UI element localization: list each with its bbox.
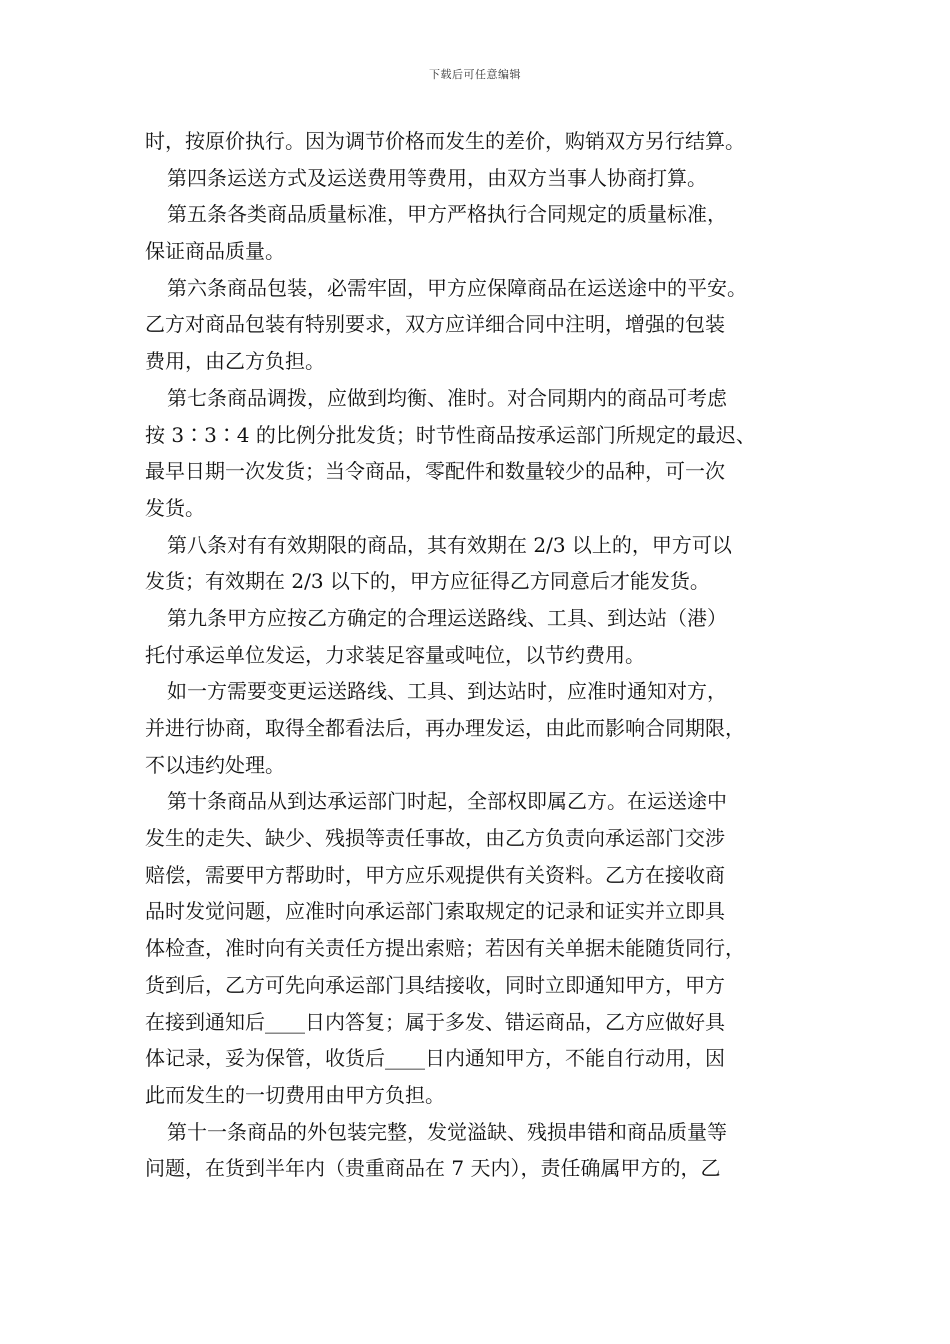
text-line: 发生的走失、缺少、残损等责任事故，由乙方负责向承运部门交涉 <box>145 826 725 851</box>
text-line: 问题，在货到半年内（贵重商品在 7 天内），责任确属甲方的，乙 <box>145 1156 721 1181</box>
text-line: 体记录，妥为保管，收货后____日内通知甲方，不能自行动用，因 <box>145 1046 725 1071</box>
text-line: 第九条甲方应按乙方确定的合理运送路线、工具、到达站（港） <box>167 605 727 630</box>
text-line: 时，按原价执行。因为调节价格而发生的差价，购销双方另行结算。 <box>145 129 745 153</box>
document-body <box>145 123 825 1187</box>
text-line: 第七条商品调拨，应做到均衡、准时。对合同期内的商品可考虑 <box>167 385 727 410</box>
text-line: 第十一条商品的外包装完整，发觉溢缺、残损串错和商品质量等 <box>167 1119 727 1144</box>
text-line: 赔偿，需要甲方帮助时，甲方应乐观提供有关资料。乙方在接收商 <box>145 862 725 887</box>
text-line: 不以违约处理。 <box>145 752 285 777</box>
text-line: 并进行协商，取得全都看法后，再办理发运，由此而影响合同期限， <box>145 716 745 740</box>
text-line: 乙方对商品包装有特别要求，双方应详细合同中注明，增强的包装 <box>145 312 725 337</box>
text-line: 第四条运送方式及运送费用等费用，由双方当事人协商打算。 <box>167 165 707 190</box>
text-line: 托付承运单位发运，力求装足容量或吨位，以节约费用。 <box>145 642 645 667</box>
text-line: 如一方需要变更运送路线、工具、到达站时，应准时通知对方， <box>167 679 727 704</box>
text-line: 此而发生的一切费用由甲方负担。 <box>145 1082 445 1107</box>
text-line: 按 3∶3∶4 的比例分批发货；时节性商品按承运部门所规定的最迟、 <box>145 422 756 447</box>
page-header: 下载后可任意编辑 <box>429 68 521 81</box>
text-line: 第十条商品从到达承运部门时起，全部权即属乙方。在运送途中 <box>167 789 727 814</box>
text-line: 第五条各类商品质量标准，甲方严格执行合同规定的质量标准， <box>167 202 727 227</box>
text-line: 在接到通知后____日内答复；属于多发、错运商品，乙方应做好具 <box>145 1009 725 1034</box>
text-line: 品时发觉问题，应准时向承运部门索取规定的记录和证实并立即具 <box>145 899 725 924</box>
text-line: 第六条商品包装，必需牢固，甲方应保障商品在运送途中的平安。 <box>167 275 747 300</box>
text-line: 第八条对有有效期限的商品，其有效期在 2/3 以上的，甲方可以 <box>167 532 732 557</box>
text-line: 发货；有效期在 2/3 以下的，甲方应征得乙方同意后才能发货。 <box>145 569 710 594</box>
text-line: 发货。 <box>145 495 205 520</box>
text-line: 保证商品质量。 <box>145 239 285 264</box>
text-line: 体检查，准时向有关责任方提出索赔；若因有关单据未能随货同行， <box>145 936 745 961</box>
text-line: 费用，由乙方负担。 <box>145 349 325 374</box>
text-line: 货到后，乙方可先向承运部门具结接收，同时立即通知甲方，甲方 <box>145 972 725 997</box>
text-line: 最早日期一次发货；当令商品，零配件和数量较少的品种，可一次 <box>145 459 725 484</box>
